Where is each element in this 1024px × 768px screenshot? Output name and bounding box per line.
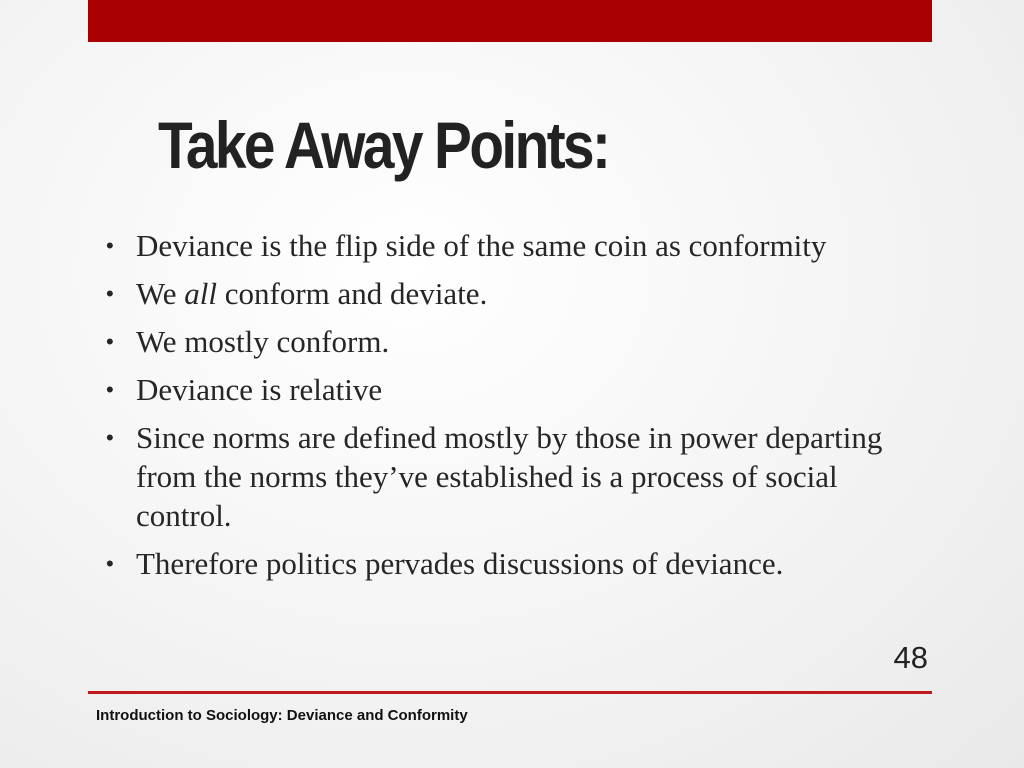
footer-divider (88, 691, 932, 694)
bullet-text: Since norms are defined mostly by those in power departing from the norms they’ve established is a process of social control. (136, 420, 883, 533)
bullet-dot-icon: • (106, 377, 114, 402)
bullet-text: Therefore politics pervades discussions of deviance. (136, 546, 784, 581)
bullet-item-4 (106, 370, 896, 409)
bullet-dot-icon: • (106, 551, 114, 576)
bullet-text-emphasis: all (184, 276, 218, 311)
bullet-text: Deviance is the flip side of the same coin as conformity (136, 228, 827, 263)
slide-number: 48 (893, 640, 928, 675)
bullet-text-pre: We (136, 276, 185, 311)
bullet-item-3 (106, 322, 896, 361)
footer-caption: Introduction to Sociology: Deviance and Conformity (96, 707, 468, 724)
bullet-dot-icon: • (106, 329, 114, 354)
bullet-dot-icon: • (106, 281, 114, 306)
bullet-text: We mostly conform. (136, 324, 390, 359)
bullet-item-6 (106, 544, 896, 583)
bullet-item-5 (106, 418, 896, 535)
bullet-dot-icon: • (106, 425, 114, 450)
top-accent-bar (88, 0, 932, 42)
bullet-text-post: conform and deviate. (217, 276, 488, 311)
bullet-item-2 (106, 274, 896, 313)
bullet-text: Deviance is relative (136, 372, 383, 407)
slide-title: Take Away Points: (158, 108, 609, 182)
bullet-dot-icon: • (106, 233, 114, 258)
bullet-list (106, 226, 896, 592)
bullet-item-1 (106, 226, 896, 265)
